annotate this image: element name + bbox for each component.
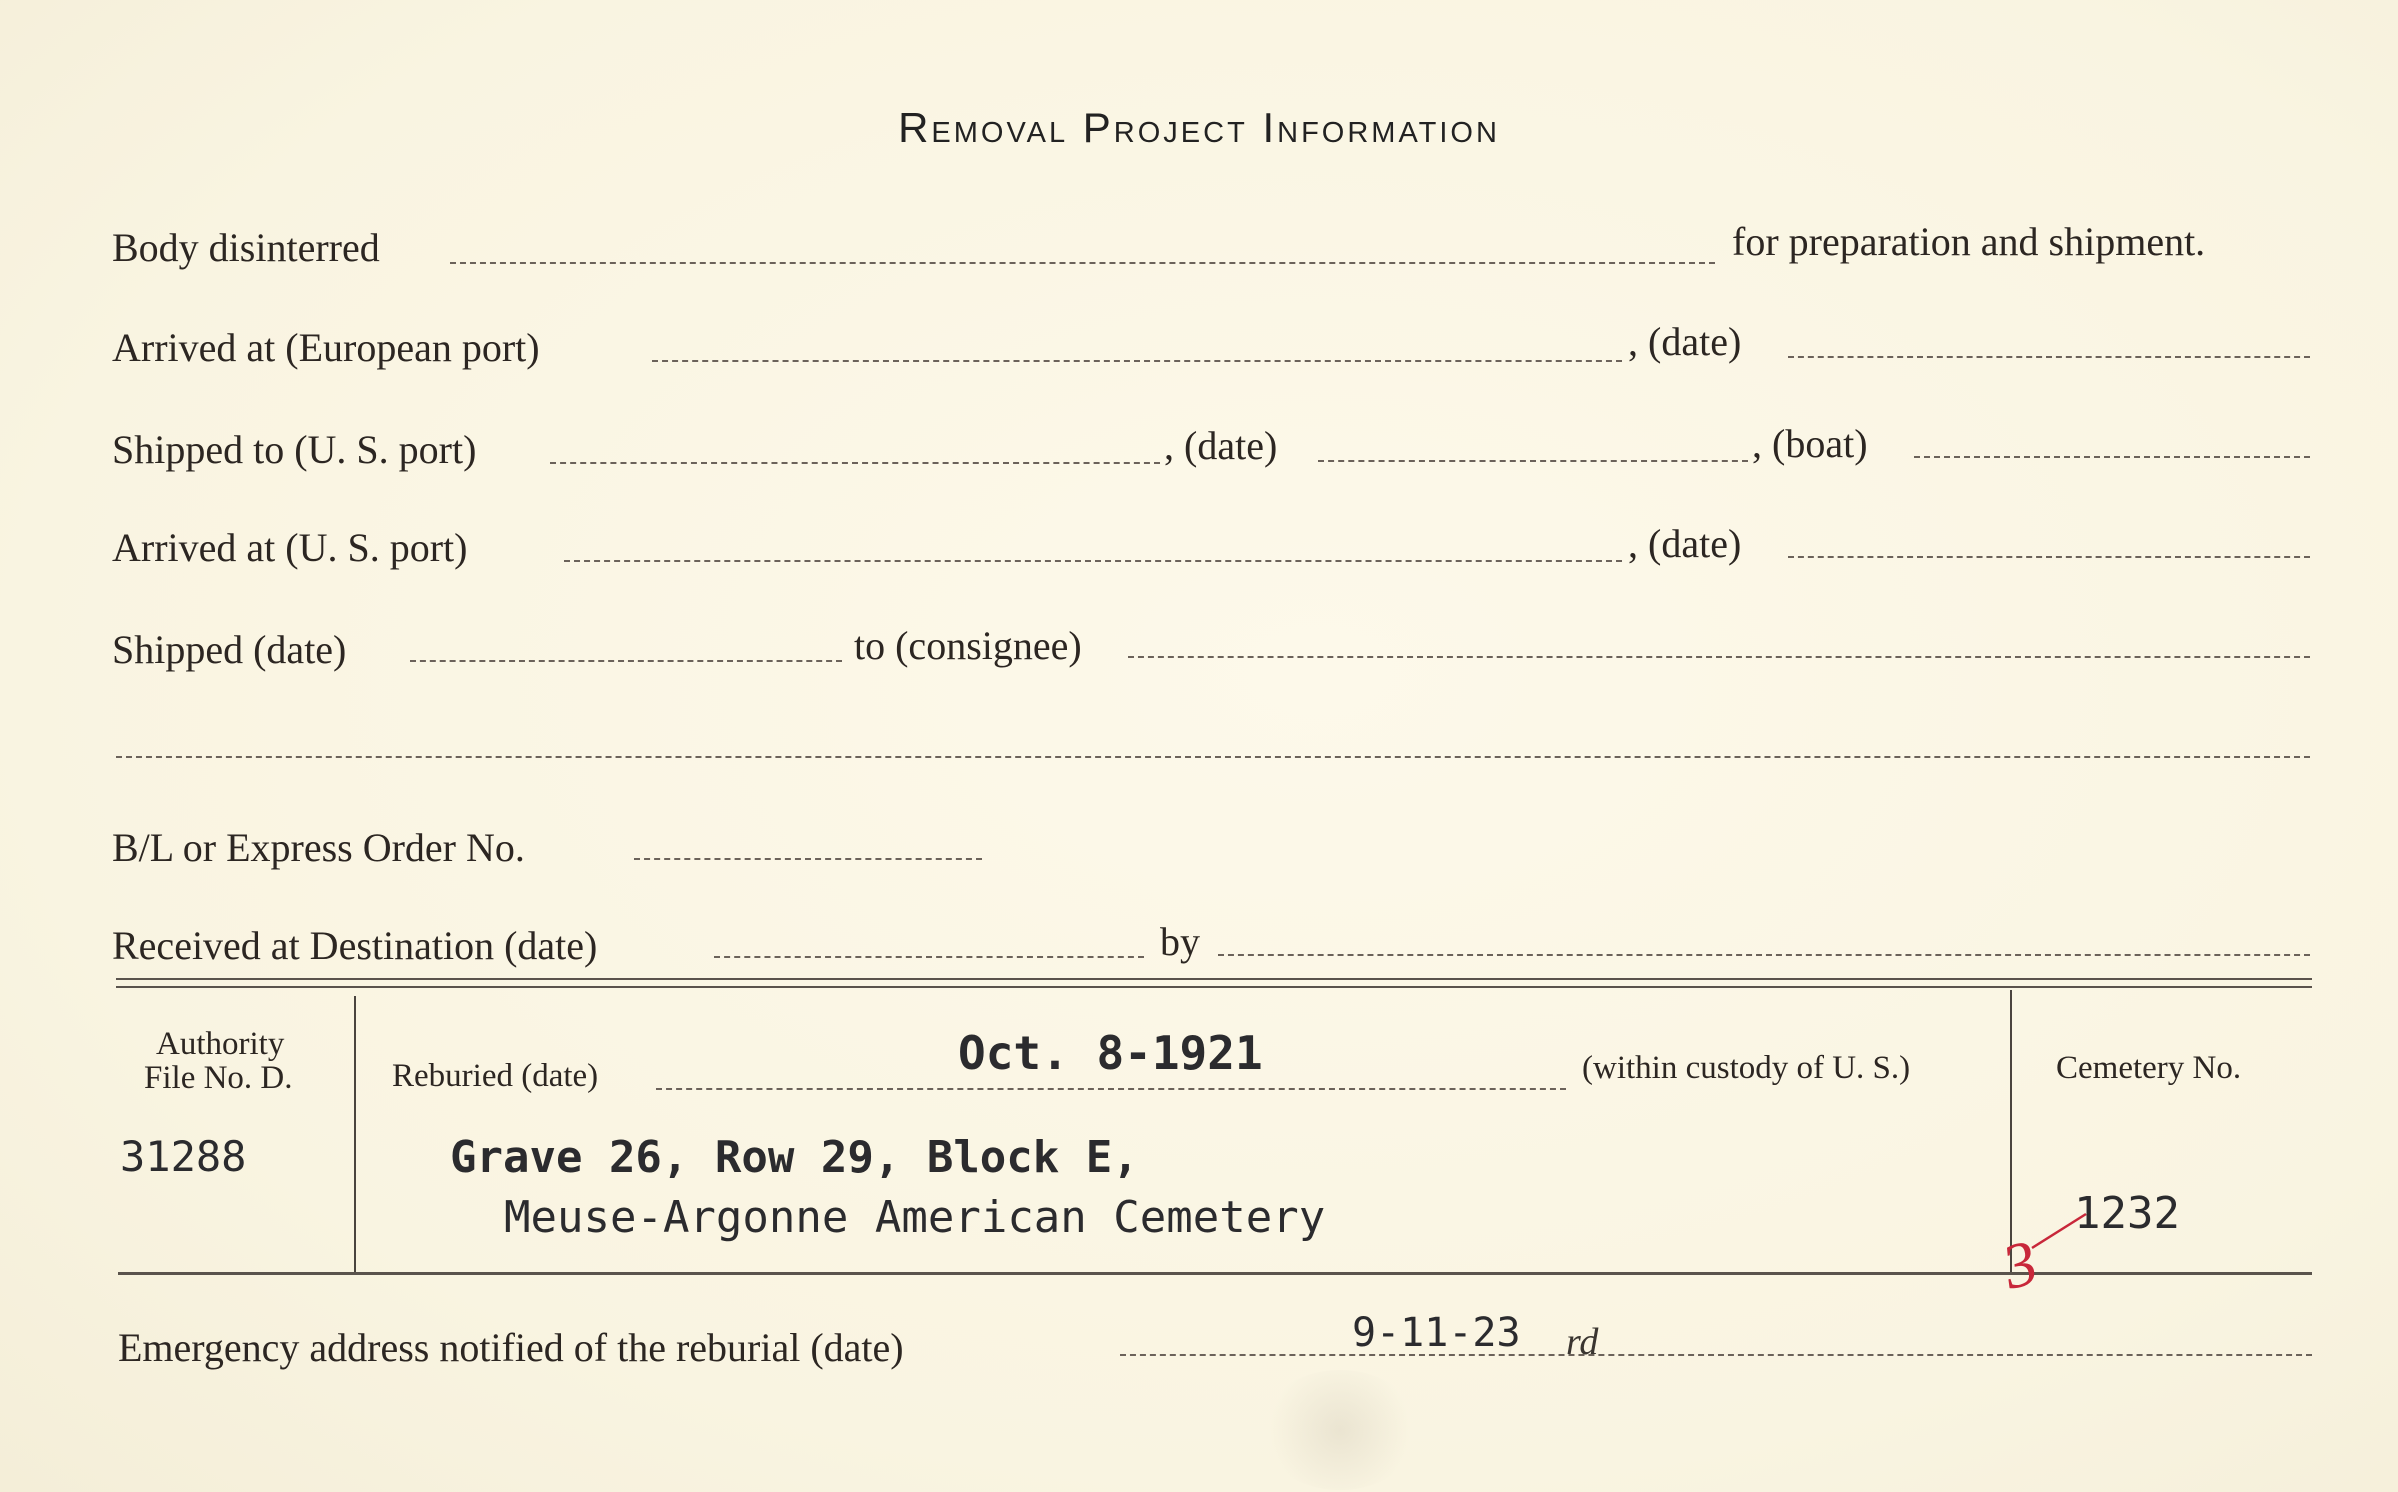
red-check-mark: 3: [1995, 1226, 2045, 1303]
box-divider-left: [354, 996, 356, 1272]
arrived-us-date-label: , (date): [1628, 521, 1742, 566]
arrived-european-date-label: , (date): [1628, 319, 1742, 364]
consignee-line: [1128, 656, 2310, 658]
cemetery-number-label: Cemetery No.: [2056, 1050, 2242, 1086]
authority-label: Authority: [156, 1026, 285, 1062]
grave-location-line-2: Meuse-Argonne American Cemetery: [504, 1192, 1326, 1243]
shipped-to-us-date-label: , (date): [1164, 423, 1278, 468]
arrived-us-line: [564, 560, 1622, 562]
bl-order-line: [634, 858, 982, 860]
arrived-european-date-line: [1788, 356, 2310, 358]
authority-file-number: 31288: [120, 1132, 247, 1181]
arrived-european-line: [652, 360, 1622, 362]
box-top-rule-2: [116, 986, 2312, 988]
consignee-continuation-line: [116, 756, 2310, 758]
by-line: [1218, 954, 2310, 956]
box-bottom-rule: [118, 1272, 2312, 1275]
shipped-to-us-date-line: [1318, 460, 1748, 462]
boat-line: [1914, 456, 2310, 458]
cemetery-number-value: 1232: [2074, 1188, 2180, 1239]
grave-location-line-1: Grave 26, Row 29, Block E,: [450, 1132, 1139, 1183]
arrived-us-label: Arrived at (U. S. port): [112, 525, 468, 570]
received-destination-line: [714, 956, 1144, 958]
by-label: by: [1160, 919, 1200, 964]
reburied-date-value: Oct. 8-1921: [958, 1026, 1263, 1080]
emergency-address-line: [1120, 1354, 2312, 1356]
red-pen-stroke: [2030, 1210, 2090, 1250]
to-consignee-label: to (consignee): [854, 623, 1082, 668]
card-title: Removal Project Information: [898, 104, 1500, 151]
paper-stain: [1260, 1370, 1420, 1490]
shipped-to-us-line: [550, 462, 1160, 464]
body-disinterred-label: Body disinterred: [112, 225, 380, 270]
box-top-rule-1: [116, 978, 2312, 980]
shipped-to-us-label: Shipped to (U. S. port): [112, 427, 477, 472]
emergency-initials: rd: [1566, 1321, 1599, 1363]
emergency-date-value: 9-11-23: [1352, 1310, 1521, 1356]
for-preparation-label: for preparation and shipment.: [1732, 219, 2206, 264]
bl-order-label: B/L or Express Order No.: [112, 825, 525, 870]
emergency-address-label: Emergency address notified of the reburial (date): [118, 1325, 904, 1370]
arrived-european-label: Arrived at (European port): [112, 325, 540, 370]
shipped-date-label: Shipped (date): [112, 627, 347, 672]
reburied-date-line: [656, 1088, 1566, 1090]
custody-label: (within custody of U. S.): [1582, 1050, 1911, 1086]
body-disinterred-line: [450, 262, 1715, 264]
file-no-label: File No. D.: [144, 1060, 293, 1096]
arrived-us-date-line: [1788, 556, 2310, 558]
shipped-date-line: [410, 660, 842, 662]
received-destination-label: Received at Destination (date): [112, 923, 598, 968]
reburied-date-label: Reburied (date): [392, 1058, 599, 1094]
boat-label: , (boat): [1752, 421, 1868, 466]
